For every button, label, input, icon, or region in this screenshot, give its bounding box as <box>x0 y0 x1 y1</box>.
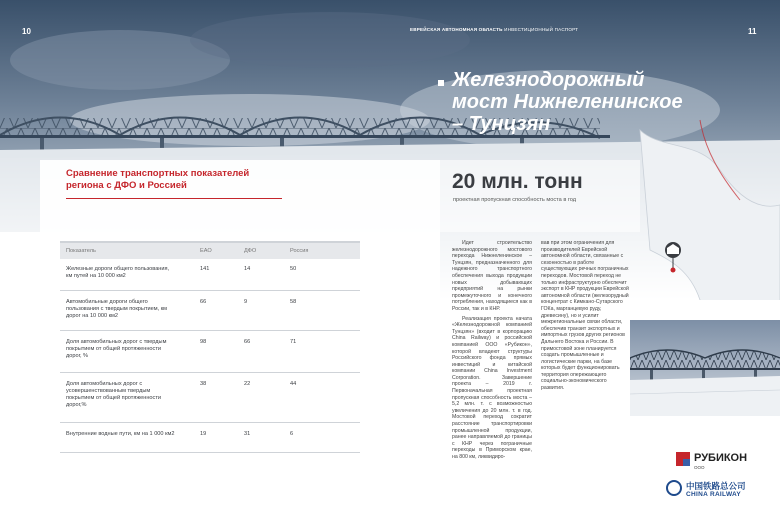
cell-russia: 44 <box>290 381 297 387</box>
cell-eao: 19 <box>200 431 207 437</box>
table-row <box>60 423 360 453</box>
title-bullet-icon <box>438 80 444 86</box>
cell-russia: 6 <box>290 431 294 437</box>
col-header-indicator: Показатель <box>66 248 96 254</box>
page-title: Железнодорожный мост Нижнеленинское – Тунцзян <box>452 69 683 135</box>
capacity-value: 20 млн. тонн <box>452 170 583 193</box>
row-label: Внутренние водные пути, км на 1 000 км2 <box>66 431 175 437</box>
col-header-eao: ЕАО <box>200 248 212 254</box>
rubikon-name: РУБИКОН <box>694 452 748 464</box>
cell-eao: 98 <box>200 339 207 345</box>
row-label: Железные дороги общего пользования, км путей на 10 000 км2 <box>66 266 170 279</box>
row-label: Доля автомобильных дорог с твердым покрытием от общей протяженности дорог, % <box>66 339 167 359</box>
body-column-1 <box>452 240 532 461</box>
body-paragraph: Реализация проекта начата «Железнодорожной компанией Тунцзян» (входит в корпорацию China Railway) и российской компанией ООО «Рубикон», которой владеют структуры Российского фонда прямых инвестиций и китайской компании China Investment Corporation. Завершение проекта – 2019 г. Первоначальная проектная пропускная способность моста – 5,2 млн. т. с возможностью увеличения до 20 млн. т. в год. Мостовой переход сократит расстояние транспортировки промышленной продукции, ранее направляемой до границы с КНР через пограничные переходы в Приморском крае, на 800 км, ликвидиро- <box>452 315 532 460</box>
row-label: Доля автомобильных дорог с усовершенствованным твердым покрытием от общей протяженности дорог,% <box>66 381 162 408</box>
cell-russia: 71 <box>290 339 297 345</box>
page-number-left: 10 <box>22 27 31 36</box>
table-row <box>60 373 360 423</box>
map-marker-icon <box>658 240 688 274</box>
cell-dfo: 22 <box>244 381 251 387</box>
running-head-doc: ИНВЕСТИЦИОННЫЙ ПАСПОРТ <box>504 27 579 32</box>
comparison-table <box>60 241 360 453</box>
rubikon-form: ООО <box>694 465 705 470</box>
china-railway-english: CHINA RAILWAY <box>686 491 742 498</box>
china-railway-emblem-icon <box>666 480 682 496</box>
cell-dfo: 9 <box>244 299 248 305</box>
comparison-divider <box>66 198 282 199</box>
cell-eao: 141 <box>200 266 210 272</box>
col-header-russia: Россия <box>290 248 309 254</box>
table-row <box>60 291 360 331</box>
rubikon-mark-accent <box>683 459 690 466</box>
body-column-2 <box>541 240 629 392</box>
bridge-photo <box>630 320 780 416</box>
body-paragraph: Идет строительство железнодорожного мостового перехода Нижнеленинское – Тунцзян, предназначенного для надежного транспортного обеспечения выхода продукции новых добывающих предприятий на рынки промежуточного и конечного потребления, находящиеся как в России, так и в КНР. <box>452 240 532 312</box>
china-railway-chinese: 中国铁路总公司 <box>686 481 746 491</box>
table-header <box>60 241 360 259</box>
capacity-caption: проектная пропускная способность моста в год <box>453 197 577 203</box>
cell-dfo: 31 <box>244 431 251 437</box>
running-head <box>410 27 578 32</box>
row-label: Автомобильные дороги общего пользования с твердым покрытием, км дорог на 10 000 км2 <box>66 299 167 319</box>
col-header-dfo: ДФО <box>244 248 257 254</box>
table-row <box>60 331 360 373</box>
title-block <box>438 69 698 135</box>
cell-dfo: 66 <box>244 339 251 345</box>
running-head-region: ЕВРЕЙСКАЯ АВТОНОМНАЯ ОБЛАСТЬ <box>410 27 503 32</box>
comparison-heading: Сравнение транспортных показателей региона с ДФО и Россией <box>66 168 250 191</box>
cell-russia: 50 <box>290 266 297 272</box>
body-paragraph: вав при этом ограничения для производителей Еврейской автономной области, связанные с сезонностью в работе существующих речных пограничных переходов. Мостовой переход не только инфраструктурно обеспечит экспорт в КНР продукции Еврейской автономной области (железорудный концентрат с Кимкано-Сутарского ГОКа, марганцевую руду, древесину), но и усилит межрегиональные связи области, обеспечив транзит экспортных и импортных грузов других регионов Дальнего Востока и России. В примостовой зоне планируется создать промышленные и логистические парки, на базе которых будет функционировать территория опережающего социально-экономического развития. <box>541 240 629 392</box>
page-number-right: 11 <box>748 27 757 36</box>
cell-dfo: 14 <box>244 266 251 272</box>
cell-russia: 58 <box>290 299 297 305</box>
cell-eao: 66 <box>200 299 207 305</box>
cell-eao: 38 <box>200 381 207 387</box>
table-row <box>60 259 360 291</box>
